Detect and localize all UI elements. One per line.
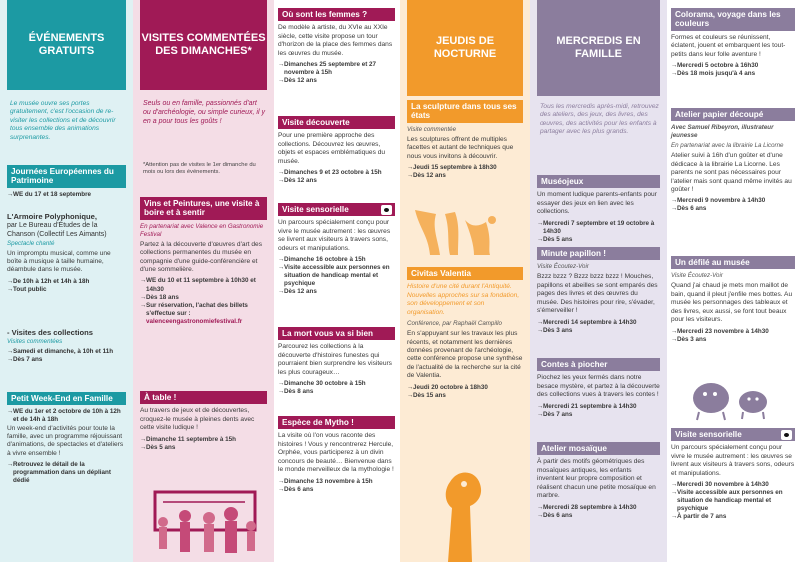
age-info: → Dès 5 ans [140,444,267,452]
age-info: → Dès 6 ans [671,205,795,213]
section-body: Atelier suivi à 16h d'un goûter et d'une dédicace à la librairie La Licorne. Les parents ne sont pas nécessaires pour l'atelier mais sont quand même invités au goûter ! [671,152,792,193]
date-info: → Mercredi 14 septembre à 14h30 [537,319,660,327]
intro-text: Le musée ouvre ses portes gratuitement, c'est l'occasion de re-visiter les collections et de découvrir tous ensemble des animations surprenantes. [10,100,116,141]
section-subtitle: par Le Bureau d'Études de la Chanson (Collectif Les Aimants) [7,221,107,238]
section-body: Au travers de jeux et de découvertes, croquez-le musée à pleines dents avec cette visite ludique ! [140,407,255,432]
accessibility-info: → Visite accessible aux personnes en situation de handicap mental et psychique [278,264,395,288]
section-title: À table ! [140,391,267,404]
age-info: → Dès 18 mois jusqu'à 4 ans [671,70,795,78]
time-info: → De 10h à 12h et 14h à 18h [7,278,126,286]
date-info: → Mercredi 30 novembre à 14h30 [671,481,795,489]
age-info: → Dès 5 ans [537,236,660,244]
age-info: → Dès 12 ans [278,288,395,296]
age-info: → Dès 7 ans [537,411,660,419]
hero-jeudis-nocturne: JEUDIS DE NOCTURNE [407,0,523,96]
date-info: → Jeudi 15 septembre à 18h30 [407,164,523,172]
time-info: → Samedi et dimanche, à 10h et 11h [7,348,126,356]
section-visite-decouverte [278,116,395,185]
hero-mercredis-famille: MERCREDIS EN FAMILLE [537,0,660,96]
age-info: → À partir de 7 ans [671,513,795,521]
theater-mask-icon [381,205,392,215]
section-body: Un parcours spécialement conçu pour vivre le musée autrement : les œuvres se livrent aux visiteurs à travers sons, odeurs et manipulations. [278,219,391,252]
section-espece-de-mytho [278,416,395,494]
section-body: Bzzz bzzz ? Bzzz bzzz bzzz ! Mouches, papillons et abeilles se sont emparés des pages des livres et des œuvres du musée. Des histoires pour rire, s'évader, s'émerveiller ! [537,273,658,315]
section-type: Visites commentées [7,337,63,345]
section-journees-patrimoine [7,165,126,199]
section-title: Visite sensorielle [671,428,795,441]
section-armoire-polyphonique [7,212,126,294]
column-mercredis-famille [530,0,667,562]
section-title: Contes à piocher [537,358,660,371]
column-mercredis-suite [667,0,800,562]
age-info: → Dès 6 ans [278,486,395,494]
section-body: Quand j'ai chaud je mets mon maillot de bain, quand il pleut j'enfile mes bottes. Au musée les personnages des tableaux et des livres, eux aussi, se font tout beaux pour les visiteurs. [671,282,793,324]
audience-info: → Dès 7 ans [7,356,126,364]
audience-info: → Tout public [7,286,126,294]
section-title: Atelier mosaïque [537,442,660,455]
section-title: Petit Week-End en Famille [7,392,126,405]
section-minute-papillon [537,247,660,335]
hero-visites-commentees: VISITES COMMENTÉES DES DIMANCHES* [140,0,267,90]
section-colorama [671,8,795,78]
column-visites-suite [274,0,400,562]
date-info: → Dimanches 25 septembre et 27 novembre à 15h [278,61,395,77]
section-title: Visite découverte [278,116,395,129]
age-info: → Dès 12 ans [278,177,395,185]
section-defile-au-musee [671,256,795,344]
note-text: *Attention pas de visites le 1er dimanche du mois ou lors des événements. [143,162,256,176]
section-type: Visite commentée [407,125,457,133]
section-body: La visite où l'on vous raconte des histoires ! Vous y rencontrerez Hercule, Orphée, vous participerez à un divin concours de beauté… Bienvenue dans le monde merveilleux de la mythologie ! [278,432,394,474]
section-petit-week-end [7,392,126,485]
intro-text: Seuls ou en famille, passionnés d'art ou d'archéologie, ou simple curieux, il y en a pour tous les goûts ! [143,100,265,125]
age-info: → Dès 3 ans [671,336,795,344]
section-vins-peintures [140,197,267,326]
date-info: → Dimanche 30 octobre à 15h [278,380,395,388]
section-title: Civitas Valentia [407,267,523,280]
section-title: Un défilé au musée [671,256,795,269]
section-body: En s'appuyant sur les travaux les plus récents, et notamment les dernières données provenant de l'archéologie, cette conférence propose une synthèse de l'actualité de la recherche sur la cité de Valentia. [407,330,523,380]
section-a-table [140,391,267,452]
date-info: → Jeudi 20 octobre à 18h30 [407,384,523,392]
section-body: Les sculptures offrent de multiples facettes et autant de techniques que nous vous invitons à découvrir. [407,135,514,160]
section-visite-sensorielle-2 [671,428,795,521]
section-sculpture [407,100,523,180]
date-info: → Mercredi 7 septembre et 19 octobre à 14h30 [537,220,660,236]
age-info: → Dès 15 ans [407,392,523,400]
hero-evenements-gratuits: ÉVÉNEMENTS GRATUITS [7,0,126,90]
section-body: Un impromptu musical, comme une boîte à musique à taille humaine, déambule dans le musée. [7,249,111,274]
accessibility-info: → Visite accessible aux personnes en situation de handicap mental et psychique [671,489,795,513]
section-type: Spectacle chanté [7,239,55,247]
section-la-mort-vous-va [278,327,395,396]
section-contes-a-piocher [537,358,660,419]
theater-mask-icon [781,430,792,440]
column-jeudis-nocturne [400,0,530,562]
date-info: → Dimanches 9 et 23 octobre à 15h [278,169,395,177]
date-info: → Dimanche 13 novembre à 15h [278,478,395,486]
reservation-info: → Sur réservation, l'achat des billets s'effectue sur : [140,302,267,318]
age-info: → Dès 12 ans [278,77,395,85]
section-museojeux [537,175,660,244]
date-info: → Mercredi 23 novembre à 14h30 [671,328,795,336]
section-body: Un parcours spécialement conçu pour vivre le musée autrement : les œuvres se livrent aux visiteurs à travers sons, odeurs et manipulations. [671,444,795,477]
age-info: → Dès 8 ans [278,388,395,396]
date-info: → WE du 17 et 18 septembre [7,191,126,199]
section-ou-sont-les-femmes [278,8,395,85]
section-type: Visite Écoutez-Voir [671,272,723,280]
date-info: → WE du 10 et 11 septembre à 10h30 et 14h30 [140,277,267,293]
age-info: → Dès 18 ans [140,294,267,302]
section-title: Minute papillon ! [537,247,660,260]
section-intro: Histoire d'une cité durant l'Antiquité. Nouvelles approches sur sa fondation, son développement et son organisation. [407,283,520,316]
age-info: → Dès 6 ans [537,512,660,520]
section-title: L'Armoire Polyphonique, [7,212,97,221]
section-body: Formes et couleurs se réunissent, éclatent, jouent et embarquent les tout-petits dans leur folle aventure ! [671,33,786,58]
section-visites-collections [7,328,126,364]
section-body: Pour une première approche des collections. Découvrez les œuvres, objets et espaces emblématiques du musée. [278,132,386,165]
section-title: Espèce de Mytho ! [278,416,395,429]
section-body: Partez à la découverte d'œuvres d'art des collections permanentes du musée en compagnie d'une guide-conférencière et d'une sommelière. [140,240,262,274]
date-info: → Mercredi 21 septembre à 14h30 [537,403,660,411]
date-info: → Mercredi 9 novembre à 14h30 [671,197,795,205]
column-visites-dimanches [133,0,274,562]
program-info: → Retrouvez le détail de la programmation dans un dépliant dédié [7,461,126,485]
date-info: → Dimanche 11 septembre à 15h [140,436,267,444]
section-title: - Visites des collections [7,328,93,337]
section-body: Piochez les yeux fermés dans notre besace mystère, et partez à la découverte des collections vues à travers les contes ! [537,374,660,399]
date-info: → Dimanche 16 octobre à 15h [278,256,395,264]
column-evenements [0,0,133,562]
blob-characters-illustration [667,372,800,422]
section-title: Vins et Peintures, une visite à boire et à sentir [140,197,267,220]
section-title: Colorama, voyage dans les couleurs [671,8,795,31]
intro-text: Tous les mercredis après-midi, retrouvez des ateliers, des jeux, des livres, des œuvres, des activités pour les enfants à partager avec les plus grands. [540,103,659,136]
section-type: Visite Écoutez-Voir [537,263,589,271]
section-body: Parcourez les collections à la découverte d'histoires funestes qui pourraient bien surprendre les visiteurs les plus courageux… [278,343,392,376]
head-figure-illustration [400,462,530,562]
section-title: Muséojeux [537,175,660,188]
section-type: Conférence, par Raphaël Campillo [407,320,502,328]
section-title: La sculpture dans tous ses états [407,100,523,123]
section-atelier-mosaique [537,442,660,520]
section-guest: Avec Samuel Ribeyron, illustrateur jeunesse [671,124,774,140]
section-title: Atelier papier découpé [671,108,795,121]
section-title: Journées Européennes du Patrimoine [7,165,126,188]
section-civitas-valentia [407,267,523,400]
section-partner: En partenariat avec la librairie La Licorne [671,142,784,150]
age-info: → Dès 3 ans [537,327,660,335]
festival-link[interactable]: valenceengastronomiefestival.fr [146,317,243,325]
section-partner: En partenariat avec Valence en Gastronomie Festival [140,222,264,238]
section-body: Un week-end d'activités pour toute la famille, avec un programme réjouissant d'animations, de spectacles et d'ateliers à vivre ensemble ! [7,424,124,457]
section-body: À partir des motifs géométriques des mosaïques antiques, les enfants inventent leur propre composition et réalisent chacun une petite mosaïque en marbre. [537,458,656,500]
age-info: → Dès 12 ans [407,172,523,180]
date-info: → WE du 1er et 2 octobre de 10h à 12h et de 14h à 18h [7,408,126,424]
section-title: La mort vous va si bien [278,327,395,340]
section-title: Où sont les femmes ? [278,8,395,21]
section-atelier-papier-decoupe [671,108,795,214]
date-info: → Mercredi 28 septembre à 14h30 [537,504,660,512]
date-info: → Mercredi 5 octobre à 16h30 [671,62,795,70]
section-body: Un moment ludique parents-enfants pour essayer des jeux en lien avec les collections. [537,191,657,216]
sculpture-illustration [400,200,530,260]
section-body: De modèle à artiste, du XVIe au XXIe siècle, cette visite propose un tour d'horizon de la place des femmes dans les œuvres du musée. [278,24,393,57]
gallery-visitors-illustration [133,482,274,562]
section-title: Visite sensorielle [278,203,395,216]
section-visite-sensorielle [278,203,395,296]
